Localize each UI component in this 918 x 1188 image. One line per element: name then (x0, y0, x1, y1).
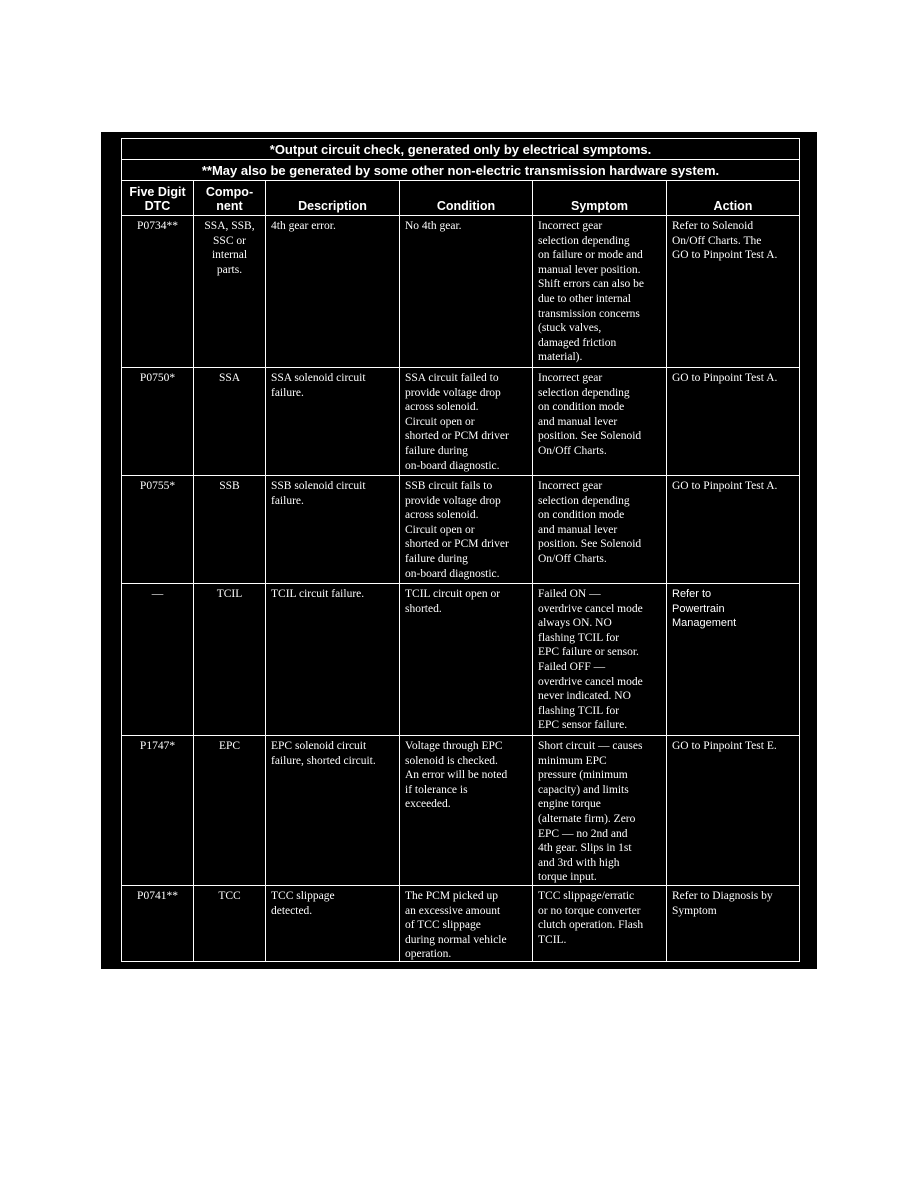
component-cell: TCC (194, 886, 266, 961)
header-symptom: Symptom (533, 181, 667, 216)
action-cell: GO to Pinpoint Test E. (667, 736, 799, 886)
header-condition: Condition (400, 181, 533, 216)
header-action: Action (667, 181, 799, 216)
dtc-code: — (122, 584, 194, 736)
description-cell: TCC slippage detected. (266, 886, 400, 961)
action-cell: Refer to Powertrain Management (667, 584, 799, 736)
description-cell: EPC solenoid circuit failure, shorted circuit. (266, 736, 400, 886)
description-cell: SSB solenoid circuit failure. (266, 476, 400, 584)
symptom-cell: Short circuit — causes minimum EPC pressure (minimum capacity) and limits engine torque (alternate firm). Zero EPC — no 2nd and 4th gear. Slips in 1st and 3rd with high torque input. (533, 736, 667, 886)
symptom-cell: TCC slippage/erratic or no torque converter clutch operation. Flash TCIL. (533, 886, 667, 961)
dtc-code: P1747* (122, 736, 194, 886)
condition-cell: The PCM picked up an excessive amount of TCC slippage during normal vehicle operation. (400, 886, 533, 961)
action-cell: Refer to Diagnosis by Symptom (672, 890, 773, 917)
description-cell: TCIL circuit failure. (266, 584, 400, 736)
header-description: Description (266, 181, 400, 216)
component-cell: SSB (194, 476, 266, 584)
table-note-electrical: *Output circuit check, generated only by electrical symptoms. (122, 139, 799, 160)
dtc-code: P0750* (122, 368, 194, 476)
dtc-code: P0755* (122, 476, 194, 584)
description-cell: 4th gear error. (266, 216, 400, 368)
header-dtc: Five Digit DTC (122, 181, 194, 216)
symptom-cell: Incorrect gear selection depending on condition mode and manual lever position. See Solenoid On/Off Charts. (533, 368, 667, 476)
action-cell: GO to Pinpoint Test A. (667, 368, 799, 476)
dtc-code: P0734** (122, 216, 194, 368)
component-cell: EPC (194, 736, 266, 886)
condition-cell: No 4th gear. (400, 216, 533, 368)
dtc-code: P0741** (122, 886, 194, 961)
symptom-cell: Incorrect gear selection depending on condition mode and manual lever position. See Solenoid On/Off Charts. (533, 476, 667, 584)
component-cell: SSA, SSB, SSC or internal parts. (194, 216, 266, 368)
condition-cell: SSA circuit failed to provide voltage drop across solenoid. Circuit open or shorted or PCM driver failure during on-board diagnostic. (400, 368, 533, 476)
symptom-cell: Failed ON — overdrive cancel mode always ON. NO flashing TCIL for EPC failure or sensor. Failed OFF — overdrive cancel mode never indicated. NO flashing TCIL for EPC sensor failure. (533, 584, 667, 736)
condition-cell: Voltage through EPC solenoid is checked. An error will be noted if tolerance is exceeded. (400, 736, 533, 886)
action-cell: Refer to Solenoid On/Off Charts. The GO to Pinpoint Test A. (667, 216, 799, 368)
condition-cell: TCIL circuit open or shorted. (400, 584, 533, 736)
header-component: Compo- nent (194, 181, 266, 216)
condition-cell: SSB circuit fails to provide voltage drop across solenoid. Circuit open or shorted or PCM driver failure during on-board diagnostic. (400, 476, 533, 584)
component-cell: SSA (194, 368, 266, 476)
component-cell: TCIL (194, 584, 266, 736)
description-cell: SSA solenoid circuit failure. (266, 368, 400, 476)
action-cell: GO to Pinpoint Test A. (667, 476, 799, 584)
symptom-cell: Incorrect gear selection depending on failure or mode and manual lever position. Shift errors can also be due to other internal transmission concerns (stuck valves, damaged friction material). (533, 216, 667, 368)
dtc-table (121, 138, 800, 962)
table-note-non-electric: **May also be generated by some other non-electric transmission hardware system. (122, 160, 799, 181)
